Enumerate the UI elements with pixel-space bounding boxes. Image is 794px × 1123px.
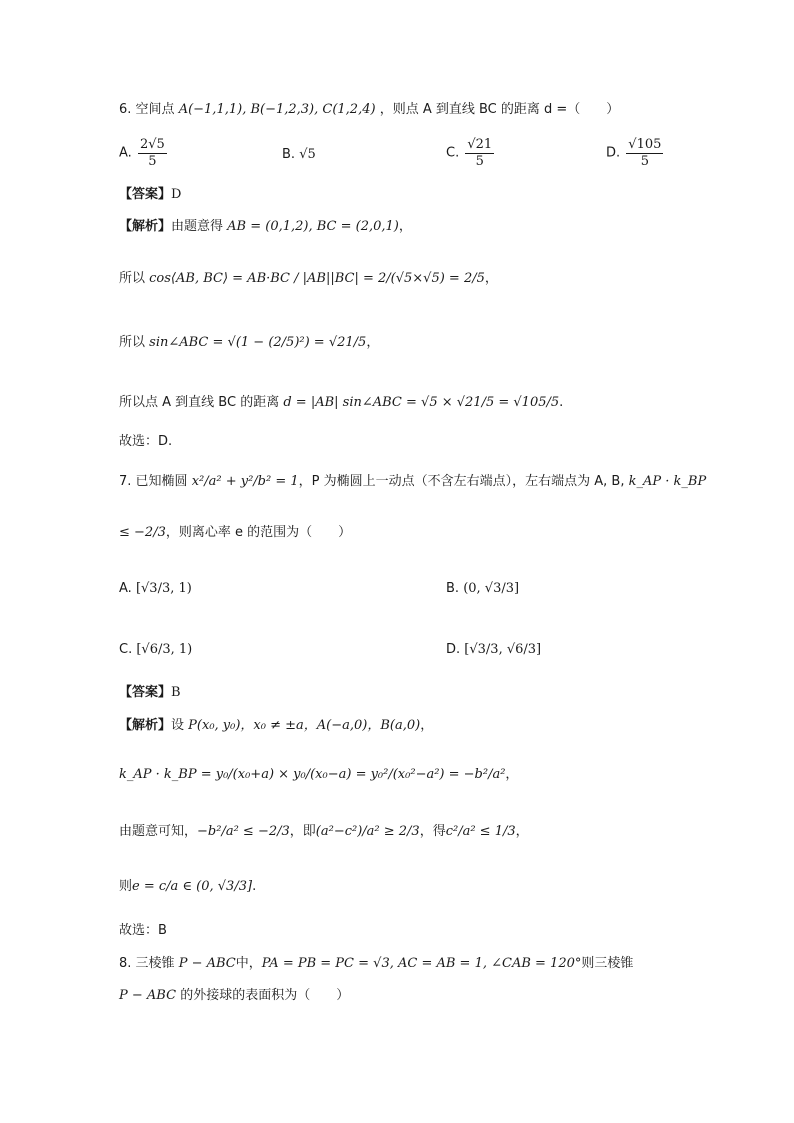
- q6-analysis-line2: 所以 cos⟨AB, BC⟩ = AB·BC / |AB||BC| = 2/(√5×√5) = 2/5，: [119, 271, 498, 286]
- q7-analysis-line2: k_AP · k_BP = y₀/(x₀+a) × y₀/(x₀−a) = y₀²/(x₀²−a²) = −b²/a²，: [119, 767, 519, 782]
- q7-option-b: B. (0, √3/3]: [446, 581, 520, 596]
- q6-answer: 【答案】D: [119, 187, 182, 202]
- q6-option-a: A. $\frac{2√5}{5}$: [119, 137, 165, 169]
- q7-option-a: A. [√3/3, 1): [119, 581, 192, 596]
- q7-option-c: C. [√6/3, 1): [119, 642, 193, 657]
- q6-analysis-line3: 所以 sin∠ABC = √(1 − (2/5)²) = √21/5，: [119, 335, 380, 350]
- q7-analysis-line1: 【解析】设 P(x₀, y₀)，x₀ ≠ ±a，A(−a,0)，B(a,0)，: [119, 718, 434, 733]
- q8-line1: 8. 三棱锥 P − ABC中，PA = PB = PC = √3, AC = AB = 1, ∠CAB = 120°则三棱锥: [119, 956, 634, 971]
- q6-stem-suffix: ，则点 A 到直线 BC 的距离 d =（ ）: [379, 102, 620, 117]
- q6-stem-points: A(−1,1,1), B(−1,2,3), C(1,2,4): [178, 102, 376, 117]
- q7-conclusion: 故选：B: [119, 923, 167, 938]
- q8-line2: P − ABC 的外接球的表面积为（ ）: [119, 988, 350, 1003]
- q7-analysis-line3: 由题意可知，−b²/a² ≤ −2/3，即(a²−c²)/a² ≥ 2/3，得c²/a² ≤ 1/3，: [119, 824, 529, 839]
- q7-option-d: D. [√3/3, √6/3]: [446, 642, 542, 657]
- q6-stem-prefix: 6. 空间点: [119, 102, 175, 117]
- q7-stem-line2: ≤ −2/3，则离心率 e 的范围为（ ）: [119, 525, 352, 540]
- q7-stem-line1: 7. 已知椭圆 x²/a² + y²/b² = 1，P 为椭圆上一动点（不含左右端点），左右端点为 A, B, k_AP · k_BP: [119, 474, 707, 489]
- q7-answer: 【答案】B: [119, 685, 181, 700]
- q6-option-c: C. $\frac{√21}{5}$: [446, 137, 493, 169]
- q6-analysis-line4: 所以点 A 到直线 BC 的距离 d = |AB| sin∠ABC = √5 × √21/5 = √105/5.: [119, 395, 564, 410]
- q6-analysis-line1: 【解析】由题意得 AB = (0,1,2), BC = (2,0,1)，: [119, 219, 412, 234]
- q7-analysis-line4: 则e = c/a ∈ (0, √3/3].: [119, 879, 257, 894]
- q6-option-b: B. √5: [282, 147, 316, 162]
- q6-conclusion: 故选：D.: [119, 434, 173, 449]
- q6-stem: [119, 103, 619, 116]
- q6-option-d: D. $\frac{√105}{5}$: [606, 137, 662, 169]
